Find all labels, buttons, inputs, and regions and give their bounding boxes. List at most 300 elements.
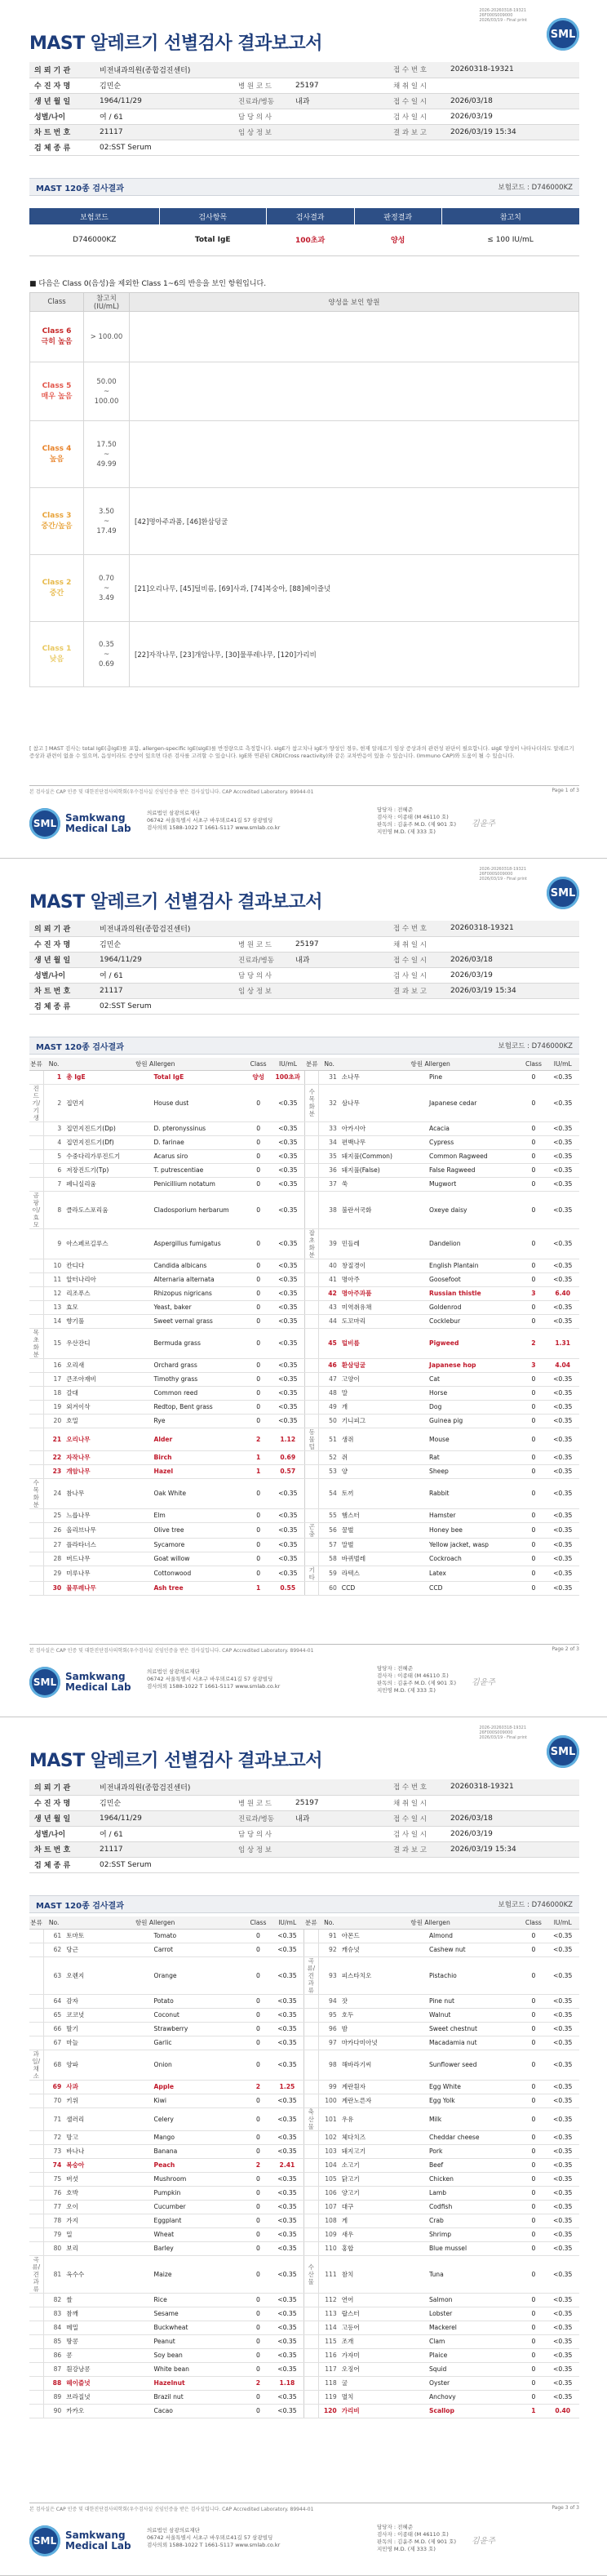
info-value: 1964/11/29	[95, 1810, 233, 1826]
allergen-value: <0.35	[546, 1259, 579, 1272]
allergen-name-en: Walnut	[428, 2008, 521, 2022]
allergen-group: 수목화분	[305, 1084, 319, 1121]
allergen-value: <0.35	[546, 2227, 579, 2241]
summary-reference: ≤ 100 IU/mL	[441, 224, 579, 255]
allergen-group	[304, 2293, 318, 2307]
allergen-group: 축산물	[304, 2107, 318, 2130]
range-value: 100.00	[94, 397, 119, 406]
allergen-group	[29, 2080, 43, 2094]
allergen-number: 75	[43, 2172, 64, 2186]
allergen-name-ko: 카카오	[64, 2404, 152, 2418]
info-label: 담 당 의 사	[233, 967, 290, 983]
allergen-value: <0.35	[546, 1191, 579, 1228]
allergen-row	[29, 1552, 579, 1566]
allergen-header: 항원 Allergen	[64, 1916, 246, 1929]
patient-info-row	[29, 1795, 579, 1810]
allergen-value: <0.35	[546, 1177, 579, 1191]
info-value: 2026/03/19 15:34	[445, 1841, 579, 1857]
allergen-name-en: Eggplant	[153, 2214, 246, 2227]
allergen-name-en: Peach	[153, 2158, 246, 2172]
allergen-number: 28	[43, 1552, 64, 1566]
allergen-name-en: Chicken	[428, 2172, 521, 2186]
allergen-class: 0	[521, 1522, 546, 1538]
allergen-group	[305, 1552, 319, 1566]
info-value: 1964/11/29	[95, 93, 233, 109]
allergen-class: 1	[246, 1450, 271, 1464]
allergen-header: 분류	[304, 1916, 318, 1929]
allergen-class: 0	[521, 2144, 546, 2158]
allergen-value: <0.35	[271, 2255, 304, 2293]
allergen-number: 89	[43, 2390, 64, 2404]
allergen-row	[29, 1328, 579, 1358]
info-label	[388, 140, 445, 155]
page-title: MAST 알레르기 선별검사 결과보고서	[29, 892, 323, 913]
report-page-1	[0, 0, 607, 859]
allergen-value: <0.35	[546, 2107, 579, 2130]
allergen-name-en: Lobster	[428, 2307, 521, 2321]
allergen-value: <0.35	[271, 2008, 304, 2022]
allergen-row	[29, 2050, 579, 2080]
allergen-value: <0.35	[271, 1372, 305, 1386]
allergen-class: 0	[246, 1372, 271, 1386]
allergen-number: 37	[319, 1177, 340, 1191]
allergen-class: 0	[246, 2362, 271, 2376]
allergen-group	[304, 2362, 318, 2376]
allergen-value: <0.35	[271, 1478, 305, 1508]
info-label: 결 과 보 고	[388, 124, 445, 140]
info-value	[290, 124, 388, 140]
section-title: MAST 120종 검사결과	[36, 1901, 124, 1911]
allergen-name-ko: 참깨	[64, 2307, 152, 2321]
allergen-name-ko: 코코넛	[64, 2008, 152, 2022]
accreditation-line: 본 검사실은 CAP 인증 및 대한진단검사의학회(우수검사실 신임인증을 받은 검사실입니다. CAP Accredited Laboratory. 89944-01 Page 2 of 3	[29, 1644, 579, 1654]
allergen-group	[29, 1400, 43, 1414]
allergen-name-en: Yellow jacket, wasp	[428, 1538, 521, 1552]
allergen-value: <0.35	[546, 1566, 579, 1581]
info-value: 2026/03/18	[445, 952, 579, 967]
allergen-header: IU/mL	[546, 1916, 579, 1929]
allergen-row	[29, 2334, 579, 2348]
allergen-number: 53	[319, 1464, 340, 1478]
insurance-code: 보험코드 : D746000KZ	[498, 1042, 573, 1050]
allergen-name-en: Acacia	[428, 1121, 521, 1135]
info-value	[445, 1795, 579, 1810]
info-value: 여 / 61	[95, 109, 233, 124]
allergen-row	[29, 2080, 579, 2094]
allergen-number: 36	[319, 1163, 340, 1177]
allergen-value: <0.35	[271, 1943, 304, 1956]
class-label: Class 2	[42, 578, 72, 587]
info-label: 차 트 번 호	[29, 1841, 95, 1857]
info-value: 20260318-19321	[445, 921, 579, 936]
allergen-value: <0.35	[271, 1566, 305, 1581]
lab-name-line: Medical Lab	[65, 1681, 131, 1693]
allergen-number: 3	[43, 1121, 64, 1135]
allergen-number: 100	[318, 2094, 340, 2107]
allergen-group	[29, 1070, 43, 1084]
allergen-name-en: Japanese hop	[428, 1358, 521, 1372]
allergen-group	[305, 1450, 319, 1464]
info-label: 채 취 일 시	[388, 78, 445, 93]
allergen-class: 0	[246, 2390, 271, 2404]
document-code: 2026-20260318-19321 26F000S009000 2026/03/19 - Final print	[479, 8, 527, 23]
allergen-name-ko: 게	[340, 2214, 428, 2227]
class-header: 양성을 보인 항원	[130, 293, 579, 312]
allergen-name-ko: 호박	[64, 2186, 152, 2200]
allergen-value: 0.55	[271, 1581, 305, 1595]
allergen-number: 1	[43, 1070, 64, 1084]
patient-info-table	[29, 1779, 579, 1873]
allergen-value: <0.35	[546, 1508, 579, 1522]
allergen-name-ko: 총 IgE	[64, 1070, 152, 1084]
report-page-3	[0, 1717, 607, 2576]
info-label: 결 과 보 고	[388, 983, 445, 998]
allergen-group	[304, 2158, 318, 2172]
allergen-number: 34	[319, 1135, 340, 1149]
allergen-name-ko: 밤	[340, 2022, 428, 2036]
allergen-name-ko: 오리나무	[64, 1428, 152, 1450]
allergen-name-ko: 조개	[340, 2334, 428, 2348]
allergen-name-ko: 보리	[64, 2241, 152, 2255]
footer-lab-logo	[29, 808, 131, 839]
info-label: 검 사 일 시	[388, 967, 445, 983]
allergen-header: No.	[43, 1916, 64, 1929]
info-value	[290, 140, 388, 155]
allergen-name-ko: 물푸레나무	[64, 1581, 152, 1595]
allergen-header: 항원 Allergen	[340, 1916, 521, 1929]
allergen-class: 0	[521, 2186, 546, 2200]
allergen-number: 33	[319, 1121, 340, 1135]
allergen-name-en: Hazel	[152, 1464, 246, 1478]
info-label: 성별/나이	[29, 1826, 95, 1841]
allergen-name-en: Macadamia nut	[428, 2036, 521, 2050]
allergen-number: 105	[318, 2172, 340, 2186]
allergen-name-ko: 가자미	[340, 2348, 428, 2362]
allergen-name-ko: 우산잔디	[64, 1328, 152, 1358]
allergen-group: 곡류/견과류	[29, 2255, 43, 2293]
allergen-value: <0.35	[271, 1314, 305, 1328]
allergen-name-en: Total IgE	[152, 1070, 246, 1084]
patient-info-row	[29, 936, 579, 952]
allergen-group	[304, 2348, 318, 2362]
lab-staff	[377, 806, 456, 836]
class-name	[30, 421, 84, 488]
info-label: 의 뢰 기 관	[29, 921, 95, 936]
allergen-name-en: Pistachio	[428, 1956, 521, 1994]
allergen-name-en: Aspergillus fumigatus	[152, 1228, 246, 1259]
allergen-name-ko: 집먼지	[64, 1084, 152, 1121]
allergen-class: 0	[246, 2172, 271, 2186]
allergen-number: 80	[43, 2241, 64, 2255]
allergen-number: 47	[319, 1372, 340, 1386]
allergen-name-ko: 양	[340, 1464, 428, 1478]
range-value: 0.69	[99, 660, 114, 668]
allergen-group	[304, 2186, 318, 2200]
allergen-class: 0	[521, 2080, 546, 2094]
page-title: MAST 알레르기 선별검사 결과보고서	[29, 33, 323, 54]
class-row	[30, 362, 579, 421]
allergen-group	[304, 2376, 318, 2390]
allergen-name-ko: 우유	[340, 2107, 428, 2130]
allergen-header: No.	[318, 1916, 340, 1929]
allergen-class: 0	[521, 2390, 546, 2404]
allergen-group	[305, 1328, 319, 1358]
allergen-number: 84	[43, 2321, 64, 2334]
allergen-name-ko: 미루나무	[64, 1566, 152, 1581]
allergen-number: 58	[319, 1552, 340, 1566]
allergen-value: <0.35	[271, 2348, 304, 2362]
allergen-class: 0	[521, 1300, 546, 1314]
allergen-name-ko: 피스타치오	[340, 1956, 428, 1994]
class-name	[30, 555, 84, 622]
allergen-number: 9	[43, 1228, 64, 1259]
allergen-row	[29, 1177, 579, 1191]
allergen-group	[29, 2158, 43, 2172]
range-value: ~	[103, 450, 110, 459]
allergen-header: IU/mL	[271, 1916, 304, 1929]
allergen-row	[29, 1464, 579, 1478]
allergen-value: <0.35	[546, 2255, 579, 2293]
info-label: 의 뢰 기 관	[29, 1779, 95, 1795]
allergen-number: 60	[319, 1581, 340, 1595]
allergen-number: 55	[319, 1508, 340, 1522]
allergen-name-en: Alternaria alternata	[152, 1272, 246, 1286]
allergen-class: 0	[246, 2214, 271, 2227]
info-value: 1964/11/29	[95, 952, 233, 967]
lab-address	[147, 810, 280, 832]
allergen-name-ko: 돼지풀(Common)	[340, 1149, 428, 1163]
info-value: 02:SST Serum	[95, 140, 233, 155]
allergen-number: 41	[319, 1272, 340, 1286]
allergen-class: 0	[521, 1508, 546, 1522]
allergen-name-ko: 느릅나무	[64, 1508, 152, 1522]
allergen-name-en: Salmon	[428, 2293, 521, 2307]
address-line: 06742 서울특별시 서초구 바우뫼로41길 57 삼광빌딩	[147, 1676, 273, 1682]
info-value: 2026/03/18	[445, 93, 579, 109]
signature: 김윤주	[472, 2537, 495, 2546]
patient-info-row	[29, 93, 579, 109]
allergen-class: 0	[246, 2200, 271, 2214]
allergen-name-ko: 옥수수	[64, 2255, 152, 2293]
allergen-number: 95	[318, 2008, 340, 2022]
allergen-name-ko: 햄스터	[340, 1508, 428, 1522]
allergen-row	[29, 1084, 579, 1121]
info-value: 20260318-19321	[445, 62, 579, 78]
allergen-group	[305, 1121, 319, 1135]
allergen-class: 0	[521, 1386, 546, 1400]
allergen-name-ko: 칸디다	[64, 1259, 152, 1272]
allergen-value: <0.35	[546, 1478, 579, 1508]
info-label: 생 년 월 일	[29, 952, 95, 967]
allergen-value: <0.35	[546, 2214, 579, 2227]
allergen-number: 111	[318, 2255, 340, 2293]
allergen-name-ko: 참치	[340, 2255, 428, 2293]
info-value: 21117	[95, 1841, 233, 1857]
class-allergens	[130, 362, 579, 421]
allergen-value: <0.35	[271, 1177, 305, 1191]
allergen-name-en: Pine	[428, 1070, 521, 1084]
patient-info-row	[29, 952, 579, 967]
info-value	[290, 1779, 388, 1795]
allergen-group	[29, 2390, 43, 2404]
allergen-name-ko: 새우	[340, 2227, 428, 2241]
patient-info-row	[29, 983, 579, 998]
allergen-name-en: Mushroom	[153, 2172, 246, 2186]
allergen-number: 91	[318, 1929, 340, 1943]
allergen-number: 18	[43, 1386, 64, 1400]
allergen-value: <0.35	[271, 1135, 305, 1149]
allergen-name-en: Plaice	[428, 2348, 521, 2362]
info-label: 결 과 보 고	[388, 1841, 445, 1857]
allergen-class: 0	[246, 1943, 271, 1956]
allergen-name-en: Cocklebur	[428, 1314, 521, 1328]
staff-line: 검사자 : 이종태 (M 46110 호)	[377, 2531, 449, 2538]
info-label: 접 수 일 시	[388, 93, 445, 109]
allergen-name-en: Dandelion	[428, 1228, 521, 1259]
allergen-class: 0	[246, 1552, 271, 1566]
allergen-group	[305, 1478, 319, 1508]
allergen-name-ko: 호두	[340, 2008, 428, 2022]
allergen-name-ko: 집먼지진드기(Df)	[64, 1135, 152, 1149]
allergen-class: 3	[521, 1286, 546, 1300]
section-bar	[29, 1895, 579, 1913]
info-label	[388, 1857, 445, 1872]
info-label: 검 사 일 시	[388, 1826, 445, 1841]
allergen-name-en: Russian thistle	[428, 1286, 521, 1300]
range-value: ~	[103, 584, 110, 593]
allergen-number: 57	[319, 1538, 340, 1552]
allergen-name-en: D. pteronyssinus	[152, 1121, 246, 1135]
allergen-name-ko: 페니실리움	[64, 1177, 152, 1191]
allergen-number: 30	[43, 1581, 64, 1595]
allergen-name-en: Hazelnut	[153, 2376, 246, 2390]
allergen-class: 0	[521, 1121, 546, 1135]
allergen-name-en: Cypress	[428, 1135, 521, 1149]
allergen-name-ko: 미역취유채	[340, 1300, 428, 1314]
allergen-table	[29, 1916, 579, 2418]
summary-header: 검사항목	[159, 208, 266, 224]
lab-address	[147, 1668, 280, 1690]
allergen-group	[29, 1286, 43, 1300]
allergen-name-en: Scallop	[428, 2404, 521, 2418]
allergen-value: <0.35	[546, 1450, 579, 1464]
allergen-number: 101	[318, 2107, 340, 2130]
allergen-number: 64	[43, 1994, 64, 2008]
address-line: 의료법인 삼광의료재단	[147, 1668, 200, 1675]
allergen-name-en: Oak White	[152, 1478, 246, 1508]
allergen-class: 2	[246, 2376, 271, 2390]
allergen-number: 87	[43, 2362, 64, 2376]
info-label: 검 체 종 류	[29, 1857, 95, 1872]
class-range	[84, 622, 130, 687]
allergen-group	[29, 1228, 43, 1259]
allergen-name-ko: 해바라기씨	[340, 2050, 428, 2080]
allergen-name-en: Milk	[428, 2107, 521, 2130]
allergen-value: 4.04	[546, 1358, 579, 1372]
allergen-name-en: Codfish	[428, 2200, 521, 2214]
allergen-name-en: Peanut	[153, 2334, 246, 2348]
allergen-class: 0	[246, 1084, 271, 1121]
info-label: 성별/나이	[29, 967, 95, 983]
allergen-name-en: Sheep	[428, 1464, 521, 1478]
allergen-name-ko: 아스페르길루스	[64, 1228, 152, 1259]
allergen-group: 곰팡이/효모	[29, 1191, 43, 1228]
section-bar	[29, 178, 579, 196]
allergen-number: 16	[43, 1358, 64, 1372]
allergen-row	[29, 1372, 579, 1386]
info-value: 2026/03/19	[445, 1826, 579, 1841]
allergen-header: No.	[319, 1058, 340, 1070]
allergen-class: 0	[246, 1566, 271, 1581]
allergen-group	[29, 2348, 43, 2362]
allergen-header: 분류	[29, 1058, 43, 1070]
allergen-row	[29, 1386, 579, 1400]
allergen-name-en: Squid	[428, 2362, 521, 2376]
allergen-number: 96	[318, 2022, 340, 2036]
allergen-class: 0	[521, 1084, 546, 1121]
allergen-class: 0	[521, 1314, 546, 1328]
allergen-value: <0.35	[546, 1084, 579, 1121]
info-value: 내과	[290, 1810, 388, 1826]
allergen-class: 0	[521, 1070, 546, 1084]
allergen-number: 65	[43, 2008, 64, 2022]
allergen-number: 23	[43, 1464, 64, 1478]
patient-info-row	[29, 140, 579, 155]
allergen-name-en: Egg Yolk	[428, 2094, 521, 2107]
staff-line: 판독의 : 김윤주 M.D. (제 901 호)	[377, 1680, 457, 1686]
info-label	[233, 998, 290, 1014]
allergen-class: 0	[521, 2107, 546, 2130]
allergen-name-en: Potato	[153, 1994, 246, 2008]
patient-info-row	[29, 78, 579, 93]
allergen-group	[29, 1358, 43, 1372]
summary-header: 검사결과	[266, 208, 354, 224]
allergen-class: 0	[246, 2050, 271, 2080]
allergen-number: 15	[43, 1328, 64, 1358]
allergen-name-en: Strawberry	[153, 2022, 246, 2036]
allergen-number: 97	[318, 2036, 340, 2050]
info-label	[233, 921, 290, 936]
allergen-row	[29, 1450, 579, 1464]
allergen-name-ko: 큰조아재비	[64, 1372, 152, 1386]
allergen-value: <0.35	[271, 2227, 304, 2241]
allergen-group	[29, 2241, 43, 2255]
allergen-number: 46	[319, 1358, 340, 1372]
allergen-class: 0	[246, 1314, 271, 1328]
allergen-number: 19	[43, 1400, 64, 1414]
allergen-name-ko: 삼나무	[340, 1084, 428, 1121]
allergen-name-ko: 수중다리가루진드기	[64, 1149, 152, 1163]
allergen-class: 0	[246, 2293, 271, 2307]
allergen-number: 72	[43, 2130, 64, 2144]
allergen-value: <0.35	[546, 1300, 579, 1314]
allergen-name-en: Olive tree	[152, 1522, 246, 1538]
allergen-row	[29, 1228, 579, 1259]
sml-logo-icon: SML	[547, 877, 579, 909]
allergen-name-en: T. putrescentiae	[152, 1163, 246, 1177]
allergen-name-en: Kiwi	[153, 2094, 246, 2107]
allergen-row	[29, 1566, 579, 1581]
info-value: 21117	[95, 983, 233, 998]
allergen-header: Class	[521, 1058, 546, 1070]
allergen-number: 98	[318, 2050, 340, 2080]
allergen-group	[29, 2200, 43, 2214]
allergen-number: 74	[43, 2158, 64, 2172]
class-label: Class 3	[42, 511, 72, 520]
allergen-group	[304, 2094, 318, 2107]
info-label: 수 진 자 명	[29, 1795, 95, 1810]
staff-line: 지민영 M.D. (제 333 호)	[377, 1687, 436, 1694]
